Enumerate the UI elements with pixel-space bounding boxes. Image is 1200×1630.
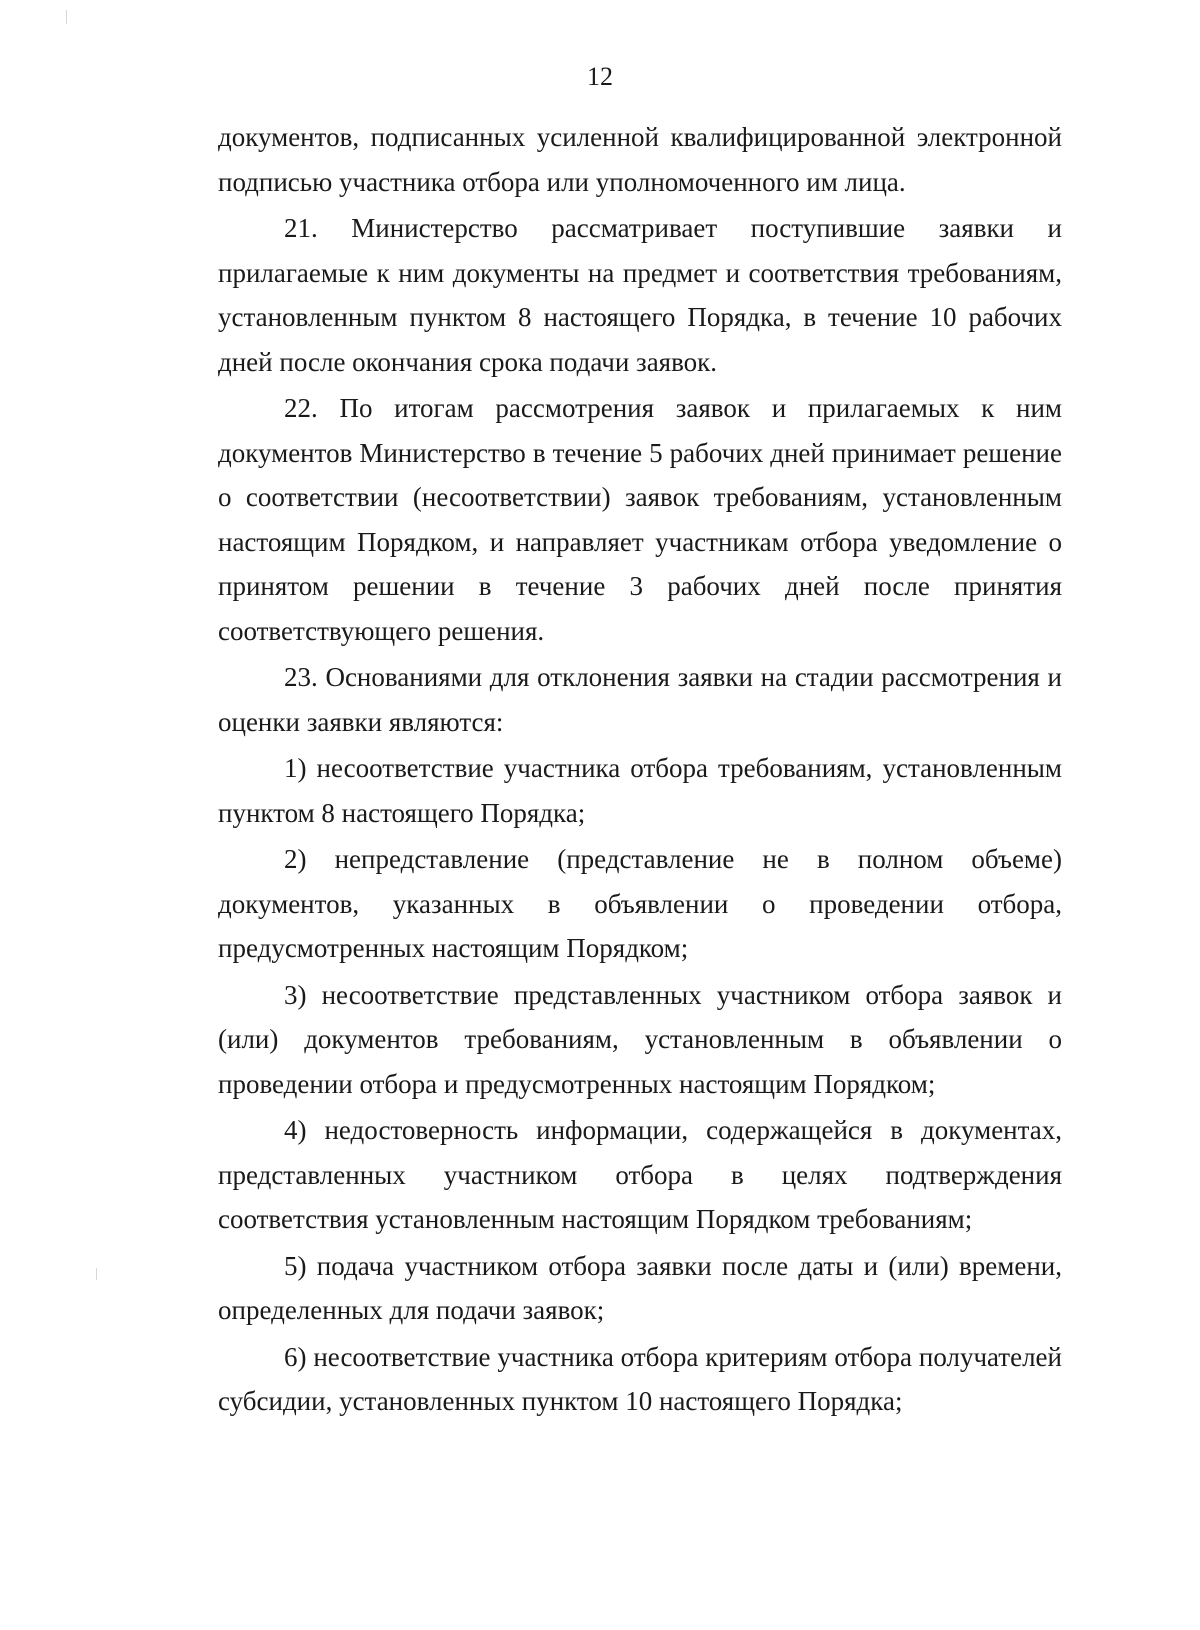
list-item-5: 5) подача участником отбора заявки после даты и (или) времени, определенных для подачи заявок; <box>218 1250 1062 1325</box>
page-number: 12 <box>587 62 613 91</box>
paragraph-continuation: документов, подписанных усиленной квалифицированной электронной подписью участника отбора или уполномоченного им лица. <box>218 122 1062 197</box>
scan-artifact-mark <box>66 10 67 24</box>
list-item-1: 1) несоответствие участника отбора требованиям, установленным пунктом 8 настоящего Порядка; <box>218 753 1062 828</box>
list-item-4: 4) недостоверность информации, содержащейся в документах, представленных участником отбора в целях подтверждения соответствия установленным настоящим Порядком требованиям; <box>218 1115 1062 1234</box>
list-item-6: 6) несоответствие участника отбора критериям отбора получателей субсидии, установленных пунктом 10 настоящего Порядка; <box>218 1341 1062 1416</box>
paragraph-23: 23. Основаниями для отклонения заявки на стадии рассмотрения и оценки заявки являются: <box>218 662 1062 737</box>
list-item-3: 3) несоответствие представленных участником отбора заявок и (или) документов требованиям, установленным в объявлении о проведении отбора и предусмотренных настоящим Порядком; <box>218 979 1062 1099</box>
paragraph-21: 21. Министерство рассматривает поступившие заявки и прилагаемые к ним документы на предмет и соответствия требованиям, установленным пунктом 8 настоящего Порядка, в течение 10 рабочих дней после окончания срока подачи заявок. <box>218 213 1062 377</box>
paragraph-22: 22. По итогам рассмотрения заявок и прилагаемых к ним документов Министерство в течение 5 рабочих дней принимает решение о соответствии (несоответствии) заявок требованиям, установленным настоящим Порядком, и направляет участникам отбора уведомление о принятом решении в течение 3 рабочих дней после принятия соответствующего решения. <box>218 393 1062 646</box>
document-body <box>218 115 1062 1426</box>
list-item-2: 2) непредставление (представление не в полном объеме) документов, указанных в объявлении о проведении отбора, предусмотренных настоящим Порядком; <box>218 844 1062 963</box>
scan-artifact-mark <box>96 1268 97 1280</box>
